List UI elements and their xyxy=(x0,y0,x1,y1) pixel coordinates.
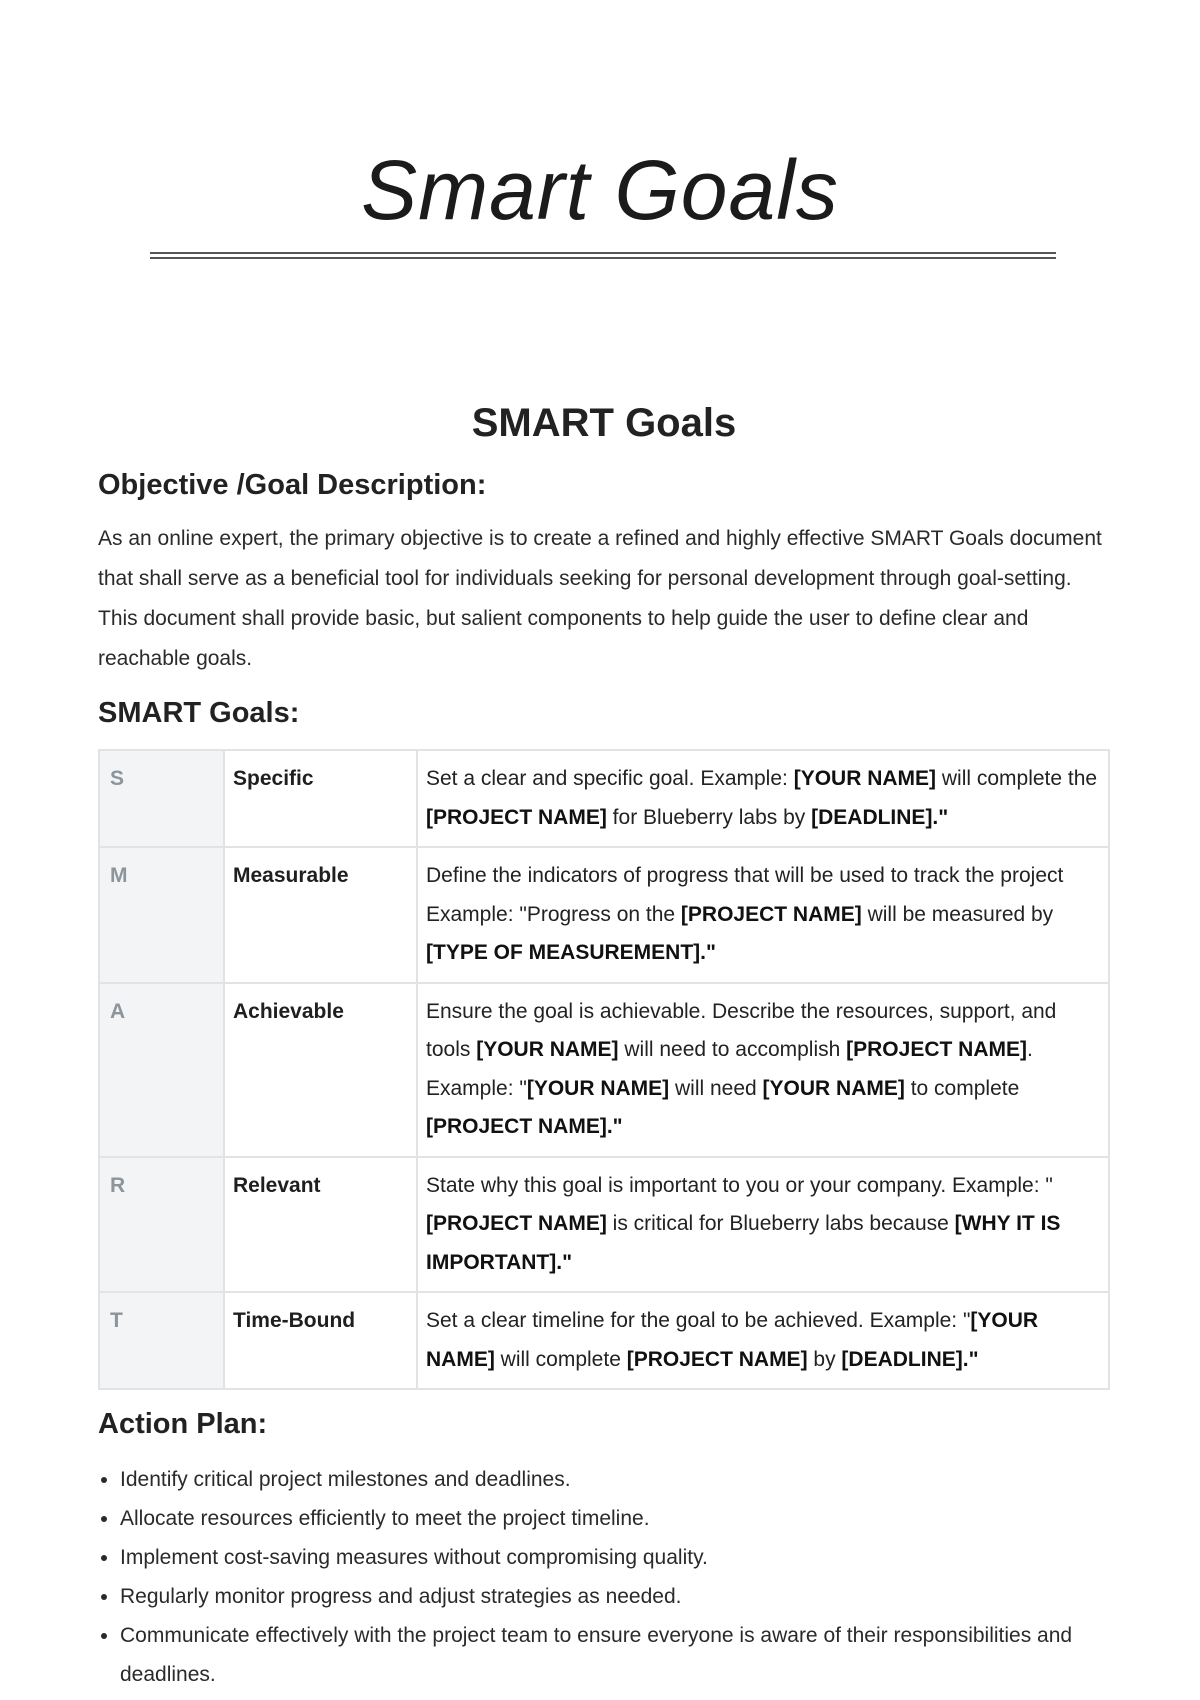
description-text: will need xyxy=(669,1076,763,1100)
description-text: will be measured by xyxy=(861,902,1054,926)
table-row xyxy=(99,847,1109,983)
objective-paragraph: As an online expert, the primary objective is to create a refined and highly effective SMART Goals document that shall serve as a beneficial tool for individuals seeking for personal development through goal-setting. This document shall provide basic, but salient components to help guide the user to define clear and reachable goals. xyxy=(98,527,1102,670)
placeholder-text: [PROJECT NAME] xyxy=(626,1347,808,1371)
description-text: to complete xyxy=(904,1076,1020,1100)
placeholder-text: [YOUR NAME] xyxy=(793,767,937,790)
table-row xyxy=(99,750,1109,847)
description-text: Set a clear timeline for the goal to be achieved. Example: " xyxy=(426,1309,971,1332)
smart-letter-cell: M xyxy=(99,847,224,983)
table-row xyxy=(99,1157,1109,1293)
smart-description-cell xyxy=(417,847,1109,983)
smart-description-cell xyxy=(417,1292,1109,1389)
action-plan-heading: Action Plan: xyxy=(98,1408,268,1440)
objective-heading: Objective /Goal Description: xyxy=(98,469,487,501)
list-item: • Communicate effectively with the project team to ensure everyone is aware of their responsibilities and deadlines. xyxy=(120,1616,1110,1694)
description-text: for Blueberry labs by xyxy=(606,805,812,829)
action-plan-list xyxy=(98,1460,1110,1694)
description-text: Define the indicators of progress that will be used to track the project Example: "Progress on the xyxy=(426,864,1064,926)
smart-term-cell: Measurable xyxy=(224,847,417,983)
description-text: will need to accomplish xyxy=(618,1038,847,1061)
smart-description-cell xyxy=(417,983,1109,1157)
smart-term-cell: Achievable xyxy=(224,983,417,1157)
document-content xyxy=(98,395,1110,1694)
description-text: State why this goal is important to you or your company. Example: " xyxy=(426,1173,1053,1197)
placeholder-text: [YOUR NAME] xyxy=(476,1038,619,1061)
cover-title: Smart Goals xyxy=(361,143,839,237)
placeholder-text: [YOUR NAME] xyxy=(526,1076,670,1100)
smart-description-cell xyxy=(417,750,1109,847)
placeholder-text: [YOUR NAME] xyxy=(762,1076,905,1100)
description-text: will complete the xyxy=(936,767,1098,790)
description-text: Ensure the goal is achievable. Describe the resources, support, and tools xyxy=(426,999,1057,1061)
placeholder-text: [PROJECT NAME] xyxy=(426,805,607,829)
document-title: SMART Goals xyxy=(471,401,737,445)
title-double-rule xyxy=(150,252,1056,259)
smart-letter-cell: R xyxy=(99,1157,224,1293)
smart-letter-cell: T xyxy=(99,1292,224,1389)
placeholder-text: [WHY IT IS IMPORTANT]." xyxy=(426,1212,1061,1274)
placeholder-text: [PROJECT NAME] xyxy=(426,1212,607,1235)
placeholder-text: [YOUR NAME] xyxy=(426,1309,1039,1371)
smart-term-cell: Time-Bound xyxy=(224,1292,417,1389)
smart-term-cell: Relevant xyxy=(224,1157,417,1293)
description-text: is critical for Blueberry labs because xyxy=(606,1212,955,1235)
placeholder-text: [TYPE OF MEASUREMENT]." xyxy=(426,941,716,964)
smart-term-cell: Specific xyxy=(224,750,417,847)
smart-goals-table xyxy=(98,749,1110,1390)
description-text: by xyxy=(807,1347,842,1371)
placeholder-text: [PROJECT NAME] xyxy=(680,902,862,926)
list-item: • Implement cost-saving measures without compromising quality. xyxy=(120,1538,1110,1577)
description-text: . Example: " xyxy=(426,1038,1033,1100)
list-item: • Regularly monitor progress and adjust strategies as needed. xyxy=(120,1577,1110,1616)
placeholder-text: [PROJECT NAME] xyxy=(846,1038,1027,1061)
list-item: • Allocate resources efficiently to meet the project timeline. xyxy=(120,1499,1110,1538)
smart-goals-heading: SMART Goals: xyxy=(98,697,300,729)
placeholder-text: [PROJECT NAME]." xyxy=(426,1115,623,1138)
description-text: will complete xyxy=(494,1347,627,1371)
list-item: • Identify critical project milestones and deadlines. xyxy=(120,1460,1110,1499)
smart-letter-cell: S xyxy=(99,750,224,847)
smart-description-cell xyxy=(417,1157,1109,1293)
table-row xyxy=(99,983,1109,1157)
placeholder-text: [DEADLINE]." xyxy=(811,805,949,829)
smart-letter-cell: A xyxy=(99,983,224,1157)
table-row xyxy=(99,1292,1109,1389)
placeholder-text: [DEADLINE]." xyxy=(841,1347,979,1371)
description-text: Set a clear and specific goal. Example: xyxy=(426,767,794,790)
